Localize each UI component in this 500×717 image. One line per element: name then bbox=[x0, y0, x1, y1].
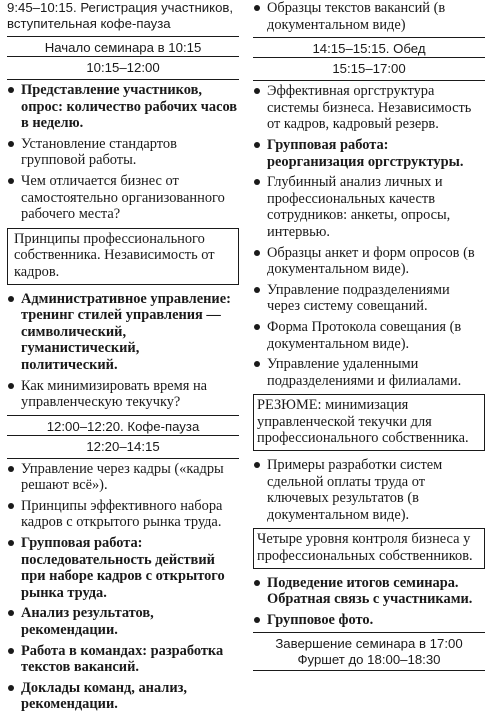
session-3-list-continued bbox=[253, 457, 485, 523]
list-item: Представление участников, опрос: количество рабочих часов в неделю. bbox=[7, 82, 239, 132]
list-item: Управление подразделениями через систему совещаний. bbox=[253, 282, 485, 315]
list-item: Административное управление: тренинг стилей управления — символический, гуманистический, политический. bbox=[7, 291, 239, 374]
list-item: Примеры разработки систем сдельной оплаты труда от ключевых результатов (в документальном виде). bbox=[253, 457, 485, 523]
carryover-list bbox=[253, 0, 485, 33]
registration-header: 9:45–10:15. Регистрация участников, вступительная кофе-пауза bbox=[7, 0, 234, 31]
time-slot-2: 12:20–14:15 bbox=[7, 435, 239, 459]
lunch-break: 14:15–15:15. Обед bbox=[253, 37, 485, 57]
seminar-end: Завершение семинара в 17:00 bbox=[253, 632, 485, 652]
list-item: Образцы текстов вакансий (в документальном виде) bbox=[253, 0, 485, 33]
buffet-time: Фуршет до 18:00–18:30 bbox=[253, 652, 485, 671]
list-item: Подведение итогов семинара. Обратная связь с участниками. bbox=[253, 575, 485, 608]
session-3-closing-list bbox=[253, 575, 485, 629]
list-item: Управление через кадры («кадры решают всё»). bbox=[7, 461, 239, 494]
list-item: Как минимизировать время на управленческую текучку? bbox=[7, 378, 239, 411]
list-item: Управление удаленными подразделениями и филиалами. bbox=[253, 356, 485, 389]
list-item: Групповая работа: реорганизация оргструктуры. bbox=[253, 137, 485, 170]
list-item: Глубинный анализ личных и профессиональных качеств сотрудников: анкеты, опросы, интервью. bbox=[253, 174, 485, 240]
list-item: Образцы анкет и форм опросов (в документальном виде). bbox=[253, 245, 485, 278]
list-item: Чем отличается бизнес от самостоятельно организованного рабочего места? bbox=[7, 173, 239, 223]
seminar-start: Начало семинара в 10:15 bbox=[7, 36, 239, 56]
time-slot-1: 10:15–12:00 bbox=[7, 56, 239, 80]
session-2-list bbox=[7, 461, 239, 713]
left-column bbox=[7, 0, 239, 717]
time-slot-3: 15:15–17:00 bbox=[253, 57, 485, 81]
list-item: Эффективная оргструктура системы бизнеса. Независимость от кадров, кадровый резерв. bbox=[253, 83, 485, 133]
list-item: Групповая работа: последовательность действий при наборе кадров с открытого рынка труда. bbox=[7, 535, 239, 601]
list-item: Установление стандартов групповой работы. bbox=[7, 136, 239, 169]
list-item: Форма Протокола совещания (в документальном виде). bbox=[253, 319, 485, 352]
list-item: Групповое фото. bbox=[253, 612, 485, 629]
right-column bbox=[253, 0, 485, 671]
session-1-list bbox=[7, 82, 239, 223]
session-3-list bbox=[253, 83, 485, 389]
list-item: Доклады команд, анализ, рекомендации. bbox=[7, 680, 239, 713]
boxed-note-principles: Принципы профессионального собственника. Независимость от кадров. bbox=[7, 228, 239, 285]
session-1-list-continued bbox=[7, 291, 239, 411]
coffee-break: 12:00–12:20. Кофе-пауза bbox=[7, 415, 239, 435]
list-item: Анализ результатов, рекомендации. bbox=[7, 605, 239, 638]
list-item: Принципы эффективного набора кадров с открытого рынка труда. bbox=[7, 498, 239, 531]
list-item: Работа в командах: разработка текстов вакансий. bbox=[7, 643, 239, 676]
boxed-note-control-levels: Четыре уровня контроля бизнеса у профессиональных собственников. bbox=[253, 528, 485, 568]
boxed-note-summary: РЕЗЮМЕ: минимизация управленческой текучки для профессионального собственника. bbox=[253, 394, 485, 451]
